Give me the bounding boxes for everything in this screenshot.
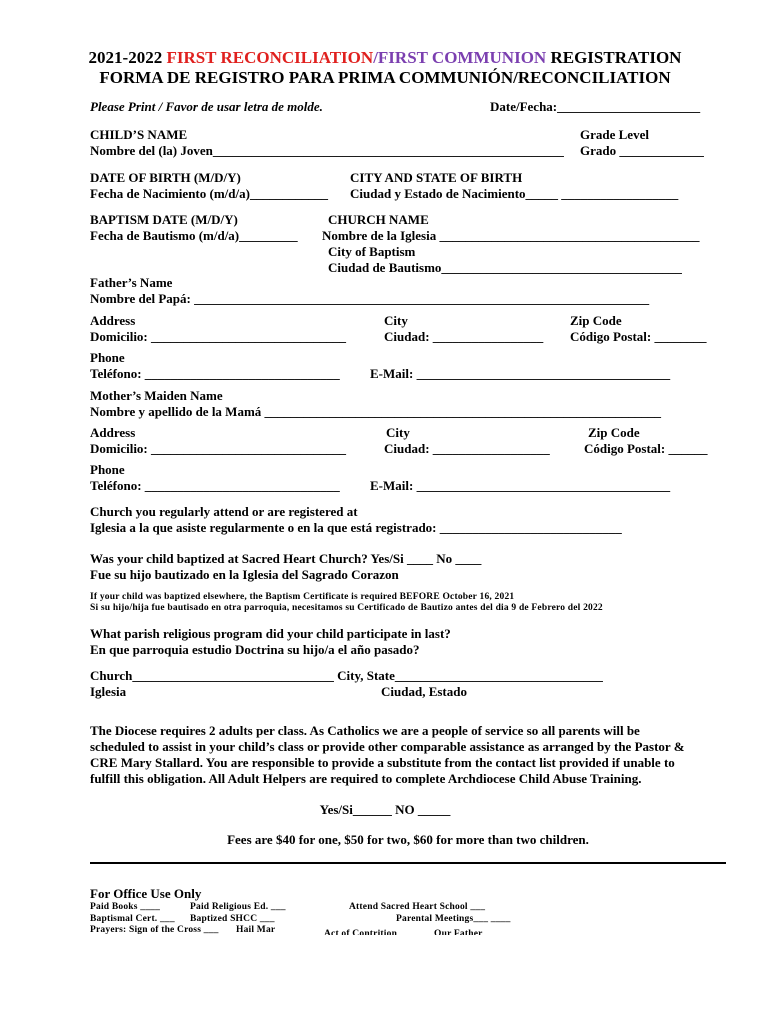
mother-name-label: Mother’s Maiden Name [90, 388, 223, 403]
father-zip-label: Zip Code [570, 313, 622, 328]
child-name-label: CHILD’S NAME [90, 127, 188, 142]
birth-city-field[interactable]: Ciudad y Estado de Nacimiento_____ __________________ [350, 186, 679, 201]
baptized-shcc-field[interactable]: Baptized SHCC ___ [190, 914, 275, 924]
title-slash: / [373, 48, 378, 67]
father-city-field[interactable]: Ciudad: _________________ [384, 329, 544, 344]
father-address-label: Address [90, 313, 136, 328]
title-years: 2021-2022 [88, 48, 167, 67]
baptism-date-field[interactable]: Fecha de Bautismo (m/d/a)_________ [90, 228, 298, 243]
city-of-baptism-field[interactable]: Ciudad de Bautismo_____________________________________ [328, 260, 682, 275]
mother-zip-label: Zip Code [588, 425, 640, 440]
father-address-field[interactable]: Domicilio: ______________________________ [90, 329, 347, 344]
attend-sacred-heart-school-field[interactable]: Attend Sacred Heart School ___ [349, 902, 486, 912]
paid-books-field[interactable]: Paid Books ____ [90, 902, 161, 912]
parish-ciudad-estado-label: Ciudad, Estado [381, 684, 467, 699]
grade-field[interactable]: Grado _____________ [580, 143, 704, 158]
father-name-label: Father’s Name [90, 275, 173, 290]
act-of-contrition-field[interactable]: Act of Contrition [324, 929, 398, 935]
certificate-note-en: If your child was baptized elsewhere, the Baptism Certificate is required BEFORE October 16, 2021 [90, 592, 515, 602]
father-email-field[interactable]: E-Mail: _______________________________________ [370, 366, 671, 381]
dob-field[interactable]: Fecha de Nacimiento (m/d/a)____________ [90, 186, 328, 201]
church-name-field[interactable]: Nombre de la Iglesia ________________________________________ [322, 228, 700, 243]
form-title-line-2: FORMA DE REGISTRO PARA PRIMA COMMUNIÓN/RECONCILIATION [99, 68, 671, 87]
parish-iglesia-label: Iglesia [90, 684, 127, 699]
office-use-heading: For Office Use Only [90, 886, 202, 901]
parental-meetings-field[interactable]: Parental Meetings___ ____ [396, 914, 511, 924]
grade-level-label: Grade Level [580, 127, 649, 142]
parish-program-question: What parish religious program did your child participate in last? [90, 626, 451, 641]
mother-phone-field[interactable]: Teléfono: ______________________________ [90, 478, 340, 493]
church-attend-label: Church you regularly attend or are registered at [90, 504, 358, 519]
mother-name-field[interactable]: Nombre y apellido de la Mamá _____________________________________________________________ [90, 404, 662, 419]
father-phone-field[interactable]: Teléfono: ______________________________ [90, 366, 340, 381]
parish-church-city-field[interactable]: Church_______________________________ City, State________________________________ [90, 668, 603, 683]
diocese-paragraph-line-1: The Diocese requires 2 adults per class. As Catholics we are a people of service so all parents will be [90, 723, 640, 738]
fees-statement: Fees are $40 for one, $50 for two, $60 for more than two children. [227, 832, 589, 847]
father-phone-label: Phone [90, 350, 125, 365]
mother-city-field[interactable]: Ciudad: __________________ [384, 441, 550, 456]
mother-zip-field[interactable]: Código Postal: ______ [584, 441, 708, 456]
father-zip-field[interactable]: Código Postal: ________ [570, 329, 707, 344]
city-of-baptism-label: City of Baptism [328, 244, 416, 259]
diocese-paragraph-line-2: scheduled to assist in your child’s class or provide other comparable assistance as arranged by the Pastor & [90, 739, 685, 754]
baptism-date-label: BAPTISM DATE (M/D/Y) [90, 212, 238, 227]
hail-mary-field[interactable]: Hail Mar [236, 925, 276, 935]
office-prayers-row-clipped [90, 925, 690, 935]
certificate-note-es: Si su hijo/hija fue bautisado en otra parroquia, necesitamos su Certificado de Bautizo antes del dia 9 de Febrero del 2022 [90, 603, 603, 613]
mother-phone-label: Phone [90, 462, 125, 477]
dob-label: DATE OF BIRTH (M/D/Y) [90, 170, 241, 185]
diocese-paragraph-line-4: fulfill this obligation. All Adult Helpers are required to complete Archdiocese Child Abuse Training. [90, 771, 642, 786]
title-registration: REGISTRATION [546, 48, 682, 67]
parish-program-question-es: En que parroquia estudio Doctrina su hijo/a el año pasado? [90, 642, 420, 657]
divider-line [90, 862, 726, 864]
prayers-sign-of-cross-field[interactable]: Prayers: Sign of the Cross ___ [90, 925, 219, 935]
yes-no-agreement-field[interactable]: Yes/Si______ NO _____ [319, 802, 451, 817]
baptismal-cert-field[interactable]: Baptismal Cert. ___ [90, 914, 175, 924]
form-title-line-1 [0, 48, 770, 68]
church-attend-field[interactable]: Iglesia a la que asiste regularmente o en la que está registrado: ____________________________ [90, 520, 622, 535]
print-instructions: Please Print / Favor de usar letra de molde. [90, 99, 323, 114]
baptized-sacred-heart-question-es: Fue su hijo bautizado en la Iglesia del Sagrado Corazon [90, 567, 399, 582]
paid-religious-ed-field[interactable]: Paid Religious Ed. ___ [190, 902, 286, 912]
church-name-label: CHURCH NAME [328, 212, 429, 227]
father-name-field[interactable]: Nombre del Papá: ______________________________________________________________________ [90, 291, 650, 306]
mother-email-field[interactable]: E-Mail: _______________________________________ [370, 478, 671, 493]
date-field[interactable]: Date/Fecha:______________________ [490, 99, 701, 114]
father-city-label: City [384, 313, 408, 328]
child-name-field[interactable]: Nombre del (la) Joven______________________________________________________ [90, 143, 564, 158]
title-first-reconciliation: FIRST RECONCILIATION [166, 48, 374, 67]
birth-city-label: CITY AND STATE OF BIRTH [350, 170, 523, 185]
mother-city-label: City [386, 425, 410, 440]
title-first-communion: FIRST COMMUNION [377, 48, 547, 67]
diocese-paragraph-line-3: CRE Mary Stallard. You are responsible to provide a substitute from the contact list provided if unable to [90, 755, 675, 770]
mother-address-label: Address [90, 425, 136, 440]
mother-address-field[interactable]: Domicilio: ______________________________ [90, 441, 347, 456]
baptized-sacred-heart-question[interactable]: Was your child baptized at Sacred Heart Church? Yes/Si ____ No ____ [90, 551, 482, 566]
our-father-field[interactable]: Our Father [434, 929, 483, 935]
